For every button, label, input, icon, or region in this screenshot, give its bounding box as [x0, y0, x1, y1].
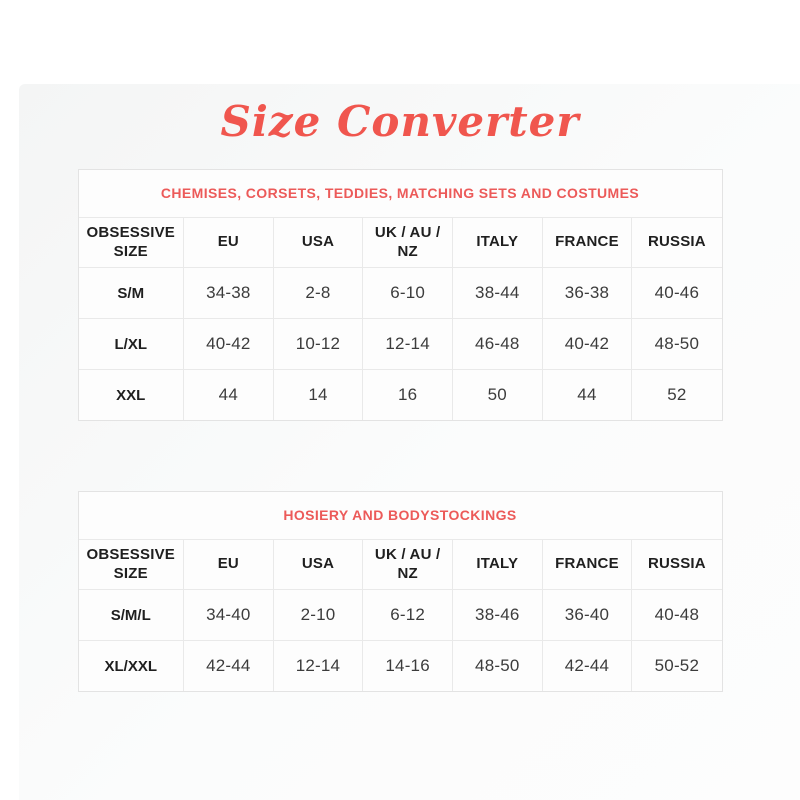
- size-cell: 14-16: [363, 641, 453, 692]
- table-caption: HOSIERY AND BODYSTOCKINGS: [79, 492, 722, 540]
- size-cell: 38-46: [452, 590, 542, 641]
- table-row: [79, 641, 722, 692]
- row-label: L/XL: [79, 319, 184, 370]
- size-cell: 40-46: [632, 268, 722, 319]
- size-converter-page: [78, 0, 723, 692]
- size-cell: 40-42: [542, 319, 632, 370]
- header-row: [79, 540, 722, 590]
- column-header: EU: [184, 540, 274, 590]
- size-cell: 50: [452, 370, 542, 421]
- column-header: UK / AU / NZ: [363, 540, 453, 590]
- table-caption: CHEMISES, CORSETS, TEDDIES, MATCHING SETS AND COSTUMES: [79, 170, 722, 218]
- size-cell: 34-38: [184, 268, 274, 319]
- column-header: UK / AU / NZ: [363, 218, 453, 268]
- size-cell: 42-44: [542, 641, 632, 692]
- size-cell: 42-44: [184, 641, 274, 692]
- column-header: USA: [273, 218, 363, 268]
- size-cell: 38-44: [452, 268, 542, 319]
- size-cell: 48-50: [632, 319, 722, 370]
- size-cell: 12-14: [273, 641, 363, 692]
- column-header: ITALY: [452, 540, 542, 590]
- size-cell: 16: [363, 370, 453, 421]
- column-header: EU: [184, 218, 274, 268]
- size-cell: 36-40: [542, 590, 632, 641]
- size-grid: [79, 540, 722, 691]
- row-label: S/M: [79, 268, 184, 319]
- size-cell: 44: [542, 370, 632, 421]
- size-cell: 6-12: [363, 590, 453, 641]
- column-header: ITALY: [452, 218, 542, 268]
- header-row: [79, 218, 722, 268]
- table-row: [79, 319, 722, 370]
- size-cell: 50-52: [632, 641, 722, 692]
- size-cell: 12-14: [363, 319, 453, 370]
- column-header: OBSESSIVE SIZE: [79, 540, 184, 590]
- table-row: [79, 268, 722, 319]
- size-cell: 2-10: [273, 590, 363, 641]
- column-header: RUSSIA: [632, 540, 722, 590]
- size-cell: 34-40: [184, 590, 274, 641]
- size-cell: 44: [184, 370, 274, 421]
- size-cell: 6-10: [363, 268, 453, 319]
- size-cell: 36-38: [542, 268, 632, 319]
- column-header: FRANCE: [542, 540, 632, 590]
- row-label: XL/XXL: [79, 641, 184, 692]
- size-cell: 40-42: [184, 319, 274, 370]
- column-header: USA: [273, 540, 363, 590]
- size-cell: 52: [632, 370, 722, 421]
- column-header: FRANCE: [542, 218, 632, 268]
- column-header: OBSESSIVE SIZE: [79, 218, 184, 268]
- size-cell: 46-48: [452, 319, 542, 370]
- size-cell: 10-12: [273, 319, 363, 370]
- size-grid: [79, 218, 722, 420]
- column-header: RUSSIA: [632, 218, 722, 268]
- size-cell: 14: [273, 370, 363, 421]
- table-row: [79, 590, 722, 641]
- table-row: [79, 370, 722, 421]
- size-table-hosiery: [78, 491, 723, 692]
- size-cell: 2-8: [273, 268, 363, 319]
- row-label: XXL: [79, 370, 184, 421]
- size-table-chemises: [78, 169, 723, 421]
- page-title: Size Converter: [220, 97, 580, 146]
- size-cell: 48-50: [452, 641, 542, 692]
- row-label: S/M/L: [79, 590, 184, 641]
- size-cell: 40-48: [632, 590, 722, 641]
